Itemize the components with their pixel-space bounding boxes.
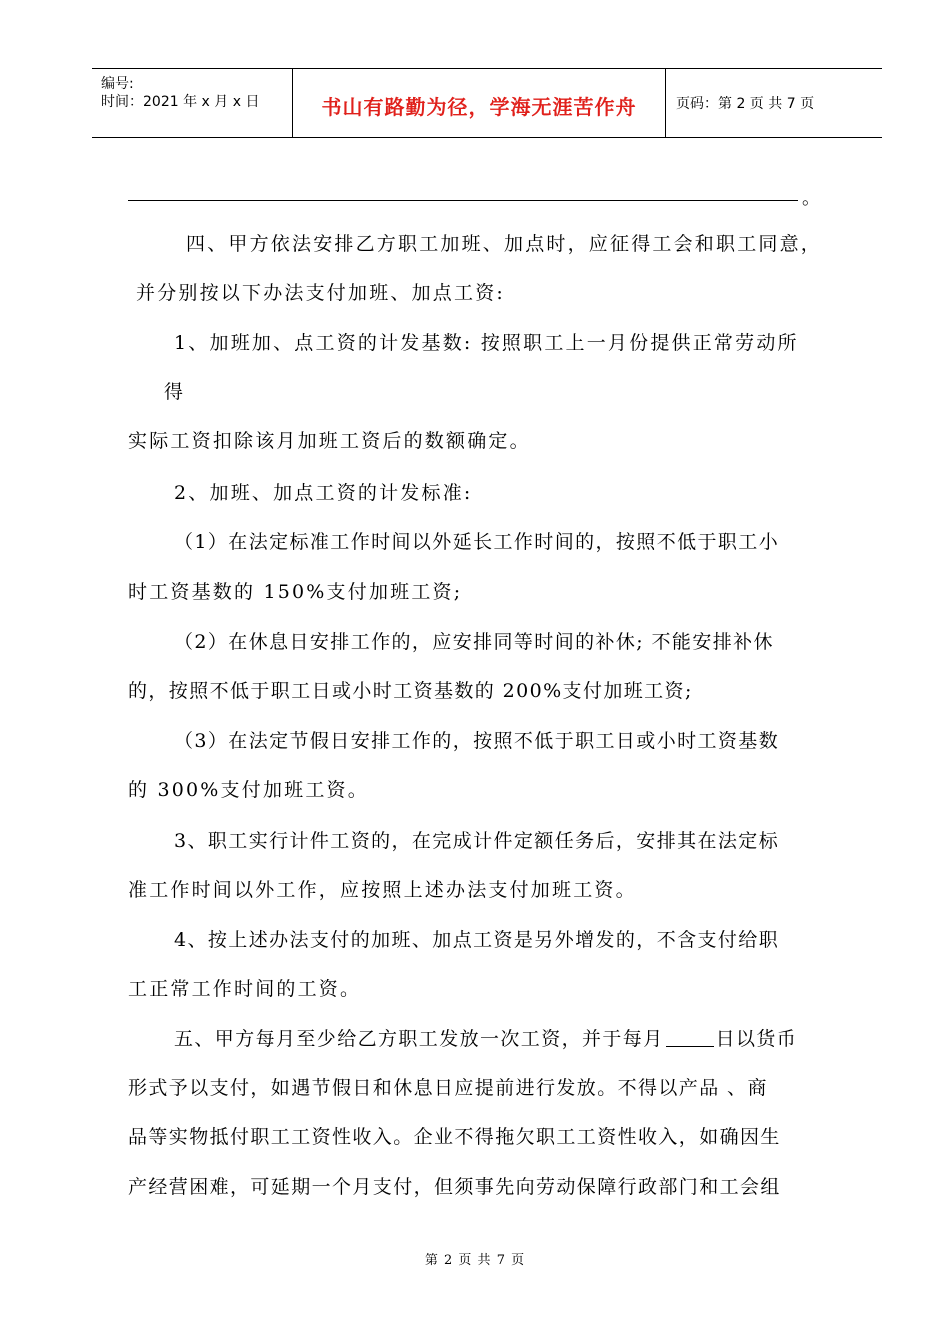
paragraph-line: 2、加班、加点工资的计发标准: — [174, 482, 473, 504]
header-meta-cell — [92, 69, 292, 137]
paragraph-line: 四、甲方依法安排乙方职工加班、加点时，应征得工会和职工同意， — [186, 233, 823, 255]
paragraph-line: （2）在休息日安排工作的，应安排同等时间的补休; 不能安排补休 — [174, 631, 774, 653]
time-label: 时间：2021 年 x 月 x 日 — [101, 94, 260, 110]
paragraph-line: 品等实物抵付职工工资性收入。企业不得拖欠职工工资性收入，如确因生 — [128, 1126, 781, 1148]
fill-in-period: 。 — [802, 188, 820, 209]
paragraph-line: 4、按上述办法支付的加班、加点工资是另外增发的，不含支付给职 — [174, 929, 780, 951]
number-label: 编号: — [101, 76, 134, 92]
header-page-cell — [665, 69, 882, 137]
paragraph-line: 的，按照不低于职工日或小时工资基数的 200%支付加班工资; — [128, 680, 693, 702]
paragraph-text: 五、甲方每月至少给乙方职工发放一次工资，并于每月 — [174, 1028, 664, 1050]
paragraph-line: 3、职工实行计件工资的，在完成计件定额任务后，安排其在法定标 — [174, 830, 780, 852]
paragraph-line: 实际工资扣除该月加班工资后的数额确定。 — [128, 430, 531, 452]
document-header — [92, 68, 882, 138]
payday-blank — [666, 1028, 714, 1047]
paragraph-line: 的 300%支付加班工资。 — [128, 779, 369, 801]
paragraph-line: 工正常工作时间的工资。 — [128, 978, 362, 1000]
paragraph-line: 产经营困难，可延期一个月支付，但须事先向劳动保障行政部门和工会组 — [128, 1176, 781, 1198]
paragraph-line — [174, 1024, 797, 1051]
paragraph-line: 并分别按以下办法支付加班、加点工资: — [136, 282, 506, 304]
paragraph-line: （1）在法定标准工作时间以外延长工作时间的，按照不低于职工小 — [174, 531, 780, 553]
header-motto-cell — [292, 69, 666, 137]
motto-text: 书山有路勤为径，学海无涯苦作舟 — [321, 95, 637, 119]
paragraph-line: （3）在法定节假日安排工作的，按照不低于职工日或小时工资基数 — [174, 730, 780, 752]
page-footer: 第 2 页 共 7 页 — [424, 1253, 526, 1268]
fill-in-line — [128, 200, 798, 201]
paragraph-line: 1、加班加、点工资的计发基数: 按照职工上一月份提供正常劳动所 — [174, 332, 799, 354]
paragraph-line: 准工作时间以外工作，应按照上述办法支付加班工资。 — [128, 879, 637, 901]
paragraph-line: 得 — [164, 381, 186, 403]
paragraph-line: 形式予以支付，如遇节假日和休息日应提前进行发放。不得以产品 、商 — [128, 1077, 768, 1099]
page-info: 页码：第 2 页 共 7 页 — [676, 96, 815, 112]
paragraph-line: 时工资基数的 150%支付加班工资; — [128, 581, 463, 603]
paragraph-text: 日以货币 — [715, 1028, 798, 1050]
